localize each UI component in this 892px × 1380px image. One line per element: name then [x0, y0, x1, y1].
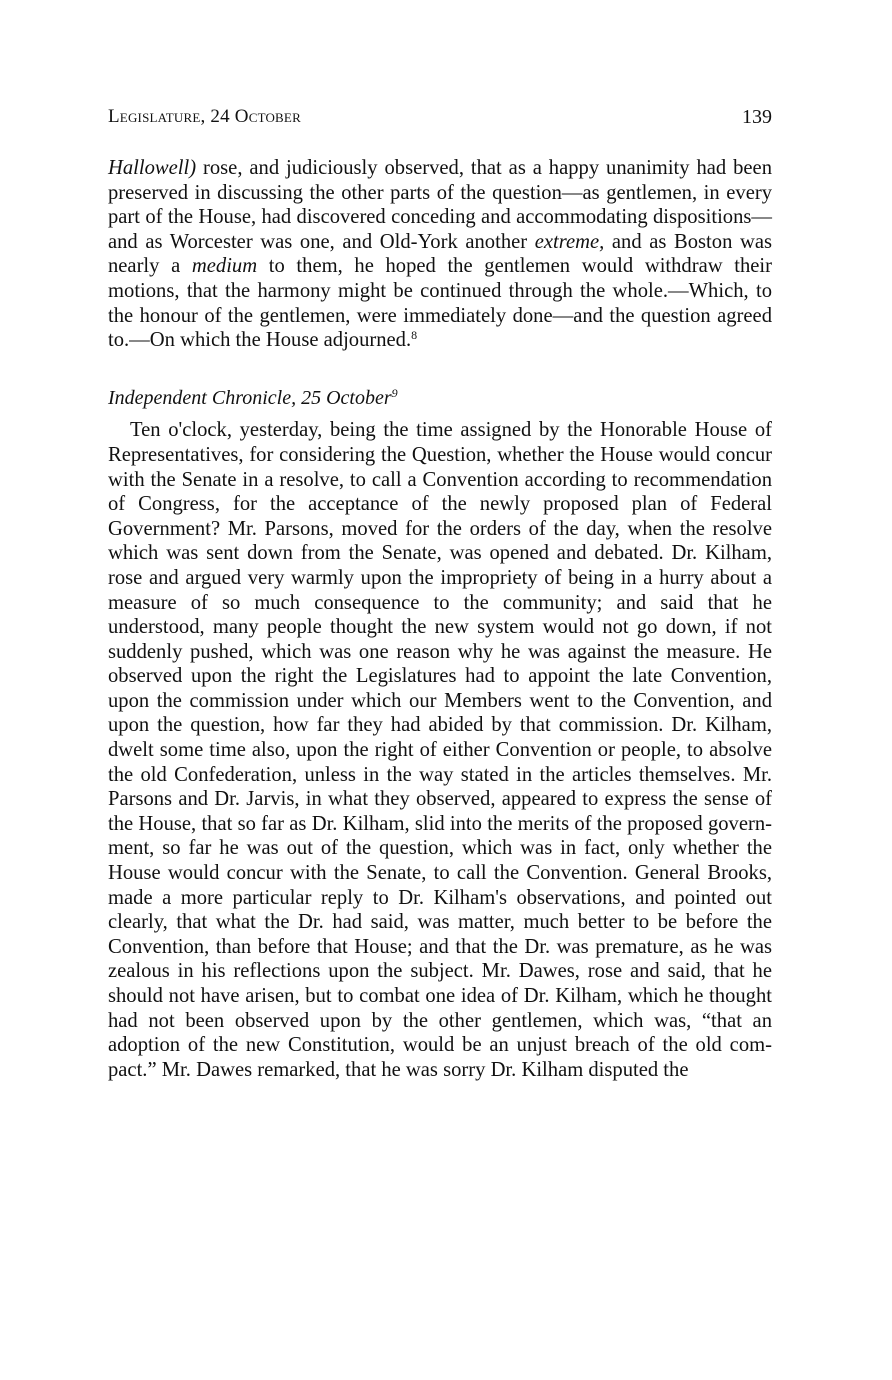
- running-head: [108, 106, 772, 136]
- italic-word-hallowell: Hallowell): [108, 157, 197, 179]
- paragraph-text: to them, he hoped the gentlemen would withdraw their motions, that the harmony might be continued through the whole.—Which, to the honour of the gentlemen, were immediately done—and the question agreed to.—On which the House adjourned.: [108, 255, 772, 352]
- page-number: 139: [742, 106, 772, 128]
- running-head-title: Legislature, 24 October: [108, 106, 301, 127]
- paragraph-text: and as Boston was nearly a: [108, 230, 772, 278]
- paragraph-text: rose, and judiciously observed, that as a happy unanimity had been preserved in discussing the other parts of the question—as gentlemen, in every part of the House, had discovered conceding and accommodating dispositions—and as Worcester was one, and Old-York another: [108, 157, 772, 253]
- source-heading-text: Independent Chronicle, 25 October: [108, 386, 392, 409]
- article-paragraph: Ten o'clock, yesterday, being the time assigned by the Honorable House of Representatives, for considering the Question, whether the House would concur with the Senate in a resolve, to call a Convention according to recommendation of Congress, for the acceptance of the newly proposed plan of Federal Government? Mr. Parsons, moved for the orders of the day, when the resolve which was sent down from the Senate, was opened and debated. Dr. Kilham, rose and argued very warmly upon the impropriety of being in a hurry about a measure of so much consequence to the community; and said that he understood, many people thought the new system would not go down, if not suddenly pushed, which was one reason why he was against the measure. He observed upon the right the Legislatures had to appoint the late Convention, upon the commission under which our Members went to the Convention, and upon the question, how far they had abided by that commission. Dr. Kilham, dwelt some time also, upon the right of either Convention or people, to absolve the old Confederation, unless in the way stated in the articles themselves. Mr. Parsons and Dr. Jarvis, in what they observed, appeared to express the sense of the House, that so far as Dr. Kilham, slid into the merits of the proposed government, so far he was out of the question, which was in fact, only whether the House would concur with the Senate, to call the Convention. General Brooks, made a more particular reply to Dr. Kilham's observations, and pointed out clearly, that what the Dr. had said, was matter, much better to be before the Convention, than before that House; and that the Dr. was premature, as he was zealous in his reflections upon the subject. Mr. Dawes, rose and said, that he should not have arisen, but to combat one idea of Dr. Kilham, which he thought had not been observed upon by the other gentlemen, which was, “that an adoption of the new Constitution, would be an unjust breach of the old compact.” Mr. Dawes remarked, that he was sorry Dr. Kilham disputed the: [108, 419, 772, 1081]
- page-body: [108, 156, 772, 1082]
- italic-word-medium: medium: [191, 255, 258, 278]
- continued-paragraph: [108, 156, 772, 353]
- italic-word-extreme: extreme,: [534, 230, 605, 253]
- footnote-reference: 8: [411, 328, 418, 343]
- source-heading: [108, 386, 772, 411]
- footnote-reference: 9: [391, 385, 398, 400]
